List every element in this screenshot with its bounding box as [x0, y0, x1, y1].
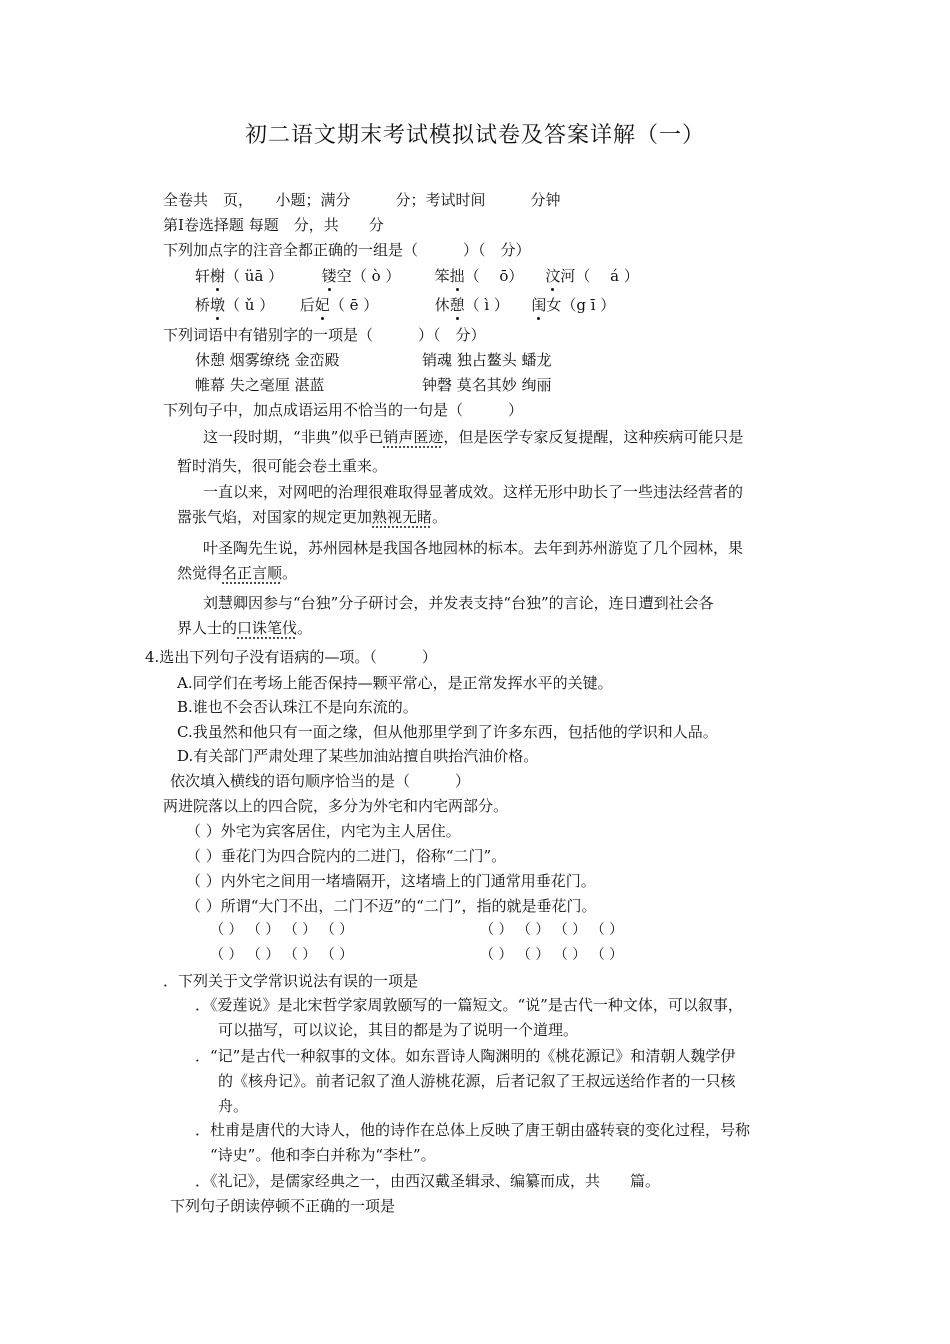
q5-option-b: （ ） （ ） （ ） （ ） — [480, 922, 624, 938]
q1-dotted-char: 闺 — [531, 296, 547, 314]
q1-char: 后 — [299, 296, 315, 314]
q3-option-d: 刘慧卿因参与“台独”分子研讨会，并发表支持“台独”的言论，连日遭到社会各 — [203, 594, 714, 612]
q1-pinyin: （ ì ） — [464, 296, 509, 314]
q4-stem: 4.选出下列句子没有语病的—项。（ ） — [145, 648, 437, 666]
q1-pinyin: （ ò ） — [351, 267, 401, 285]
q6-option-c-cont: “诗史”。他和李白并称为“李杜”。 — [210, 1146, 436, 1164]
q1-dotted-char: 汶 — [545, 267, 561, 285]
q5-sentence-1: （ ）外宅为宾客居住，内宅为主人居住。 — [186, 822, 461, 840]
q5-stem: 依次填入横线的语句顺序恰当的是（ ） — [170, 772, 471, 790]
q1-char: 笨 — [434, 267, 450, 285]
q1-dotted-char: 镂 — [321, 267, 337, 285]
q3-option-d-cont — [177, 618, 312, 638]
q2-stem: 下列词语中有错别字的一项是（ ）（ 分） — [163, 326, 486, 344]
q3-option-a — [203, 427, 743, 447]
q3-text: ，但是医学专家反复提醒，这种疾病可能只是 — [443, 428, 744, 446]
q1-pinyin: （ á ） — [575, 267, 639, 285]
q6-option-d: ．《礼记》，是儒家经典之一，由西汉戴圣辑录、编纂而成，共 篇。 — [195, 1172, 661, 1190]
q1-word — [322, 266, 352, 286]
q4-option-c: C.我虽然和他只有一面之缘，但从他那里学到了许多东西，包括他的学识和人品。 — [177, 723, 718, 741]
exam-info: 全卷共 页， 小题；满分 分；考试时间 分钟 — [163, 191, 561, 209]
q1-item — [545, 266, 639, 286]
q3-option-b-cont — [177, 507, 447, 527]
q6-option-a-cont: 可以描写，可以议论，其目的都是为了说明一个道理。 — [218, 1021, 579, 1039]
q4-option-b: B.谁也不会否认珠江不是向东流的。 — [177, 698, 418, 716]
q3-text: 。 — [297, 619, 313, 637]
q1-pinyin: （ ē ） — [329, 296, 379, 314]
q6-option-b-cont: 的《核舟记》。前者记叙了渔人游桃花源，后者记叙了王叔远送给作者的一只核 — [218, 1072, 736, 1090]
q5-option-c: （ ） （ ） （ ） （ ） — [210, 947, 354, 963]
q1-item — [300, 295, 430, 315]
q1-word — [531, 295, 561, 315]
q3-option-a-cont: 暂时消失，很可能会卷土重来。 — [177, 457, 388, 475]
q5-intro: 两进院落以上的四合院，多分为外宅和内宅两部分。 — [163, 797, 509, 815]
q1-word — [195, 266, 225, 286]
q1-char: 桥 — [195, 296, 211, 314]
q1-pinyin: （g ī ） — [561, 296, 616, 314]
page-title: 初二语文期末考试模拟试卷及答案详解（一） — [244, 123, 705, 148]
q6-option-a: ．《爱莲说》是北宋哲学家周敦颐写的一篇短文。“说”是古代一种文体，可以叙事， — [195, 996, 743, 1014]
q1-pinyin: （ üā ） — [225, 267, 284, 285]
q3-text: 这一段时期，“非典”似乎已 — [203, 428, 384, 446]
q5-option-a: （ ） （ ） （ ） （ ） — [210, 922, 354, 938]
q4-option-a: A.同学们在考场上能否保持—颗平常心，是正常发挥水平的关键。 — [177, 674, 613, 692]
q6-option-b: ．“记”是古代一种叙事的文体。如东晋诗人陶渊明的《桃花源记》和清朝人魏学伊 — [195, 1047, 736, 1065]
q1-item — [322, 266, 430, 286]
q3-text: 。 — [432, 508, 448, 526]
q1-char: 空 — [336, 267, 352, 285]
q1-char: 休 — [434, 296, 450, 314]
q6-option-c: ．杜甫是唐代的大诗人，他的诗作在总体上反映了唐王朝由盛转衰的变化过程，号称 — [195, 1121, 751, 1139]
q1-item — [435, 295, 527, 315]
q7-stem: 下列句子朗读停顿不正确的一项是 — [170, 1197, 396, 1215]
q3-text: 嚣张气焰，对国家的规定更加 — [177, 508, 373, 526]
q1-item — [195, 295, 295, 315]
q2-option-c: 帷幕 失之毫厘 湛蓝 — [195, 376, 325, 394]
q1-word — [300, 295, 330, 315]
q1-row1 — [195, 266, 639, 286]
q3-text: 然觉得 — [177, 564, 223, 582]
q2-option-a: 休憩 烟雾缭绕 金峦殿 — [195, 351, 340, 369]
q1-item — [435, 266, 541, 286]
q4-option-d: D.有关部门严肃处理了某些加油站擅自哄抬汽油价格。 — [177, 747, 539, 765]
q1-char: 轩 — [195, 267, 211, 285]
q2-option-b: 销魂 独占鳌头 蟠龙 — [422, 351, 552, 369]
q5-option-d: （ ） （ ） （ ） （ ） — [480, 947, 624, 963]
q3-stem: 下列句子中，加点成语运用不恰当的一句是（ ） — [163, 401, 524, 419]
q3-idiom: 名正言顺 — [222, 564, 283, 582]
q3-text: 。 — [282, 564, 298, 582]
q1-item — [195, 266, 317, 286]
q5-sentence-2: （ ）垂花门为四合院内的二进门，俗称“二门”。 — [186, 847, 507, 865]
q1-dotted-char: 妃 — [314, 296, 330, 314]
q3-option-c: 叶圣陶先生说，苏州园林是我国各地园林的标本。去年到苏州游览了几个园林，果 — [203, 539, 744, 557]
q1-char: 女 — [546, 296, 562, 314]
q1-stem: 下列加点字的注音全都正确的一组是（ ）（ 分） — [163, 241, 531, 259]
q3-option-c-cont — [177, 563, 297, 583]
q3-option-b: 一直以来，对网吧的治理很难取得显著成效。这样无形中助长了一些违法经营者的 — [203, 483, 744, 501]
q1-pinyin: （ ǔ ） — [225, 296, 275, 314]
q1-item — [531, 295, 615, 315]
q1-dotted-char: 憩 — [449, 296, 465, 314]
q3-text: 界人士的 — [177, 619, 238, 637]
q1-word — [545, 266, 575, 286]
q6-stem: ．下列关于文学常识说法有误的一项是 — [163, 972, 419, 990]
q1-dotted-char: 拙 — [449, 267, 465, 285]
q3-idiom: 熟视无睹 — [372, 508, 433, 526]
q5-sentence-3: （ ）内外宅之间用一堵墙隔开，这堵墙上的门通常用垂花门。 — [186, 872, 596, 890]
q1-dotted-char: 墩 — [210, 296, 226, 314]
q1-pinyin: （ ō） — [464, 267, 524, 285]
q1-word — [435, 295, 465, 315]
q1-word — [435, 266, 465, 286]
q1-char: 河 — [560, 267, 576, 285]
q3-idiom: 口诛笔伐 — [237, 619, 298, 637]
q1-row2 — [195, 295, 615, 315]
q6-option-b-cont2: 舟。 — [218, 1097, 249, 1115]
q3-idiom: 销声匿迹 — [383, 428, 444, 446]
q1-dotted-char: 榭 — [210, 267, 226, 285]
q1-word — [195, 295, 225, 315]
section-heading: 第Ⅰ卷选择题 每题 分，共 分 — [163, 216, 384, 234]
q5-sentence-4: （ ）所谓“大门不出，二门不迈”的“二门”，指的就是垂花门。 — [186, 897, 597, 915]
q2-option-d: 钟磬 莫名其妙 绚丽 — [422, 376, 552, 394]
